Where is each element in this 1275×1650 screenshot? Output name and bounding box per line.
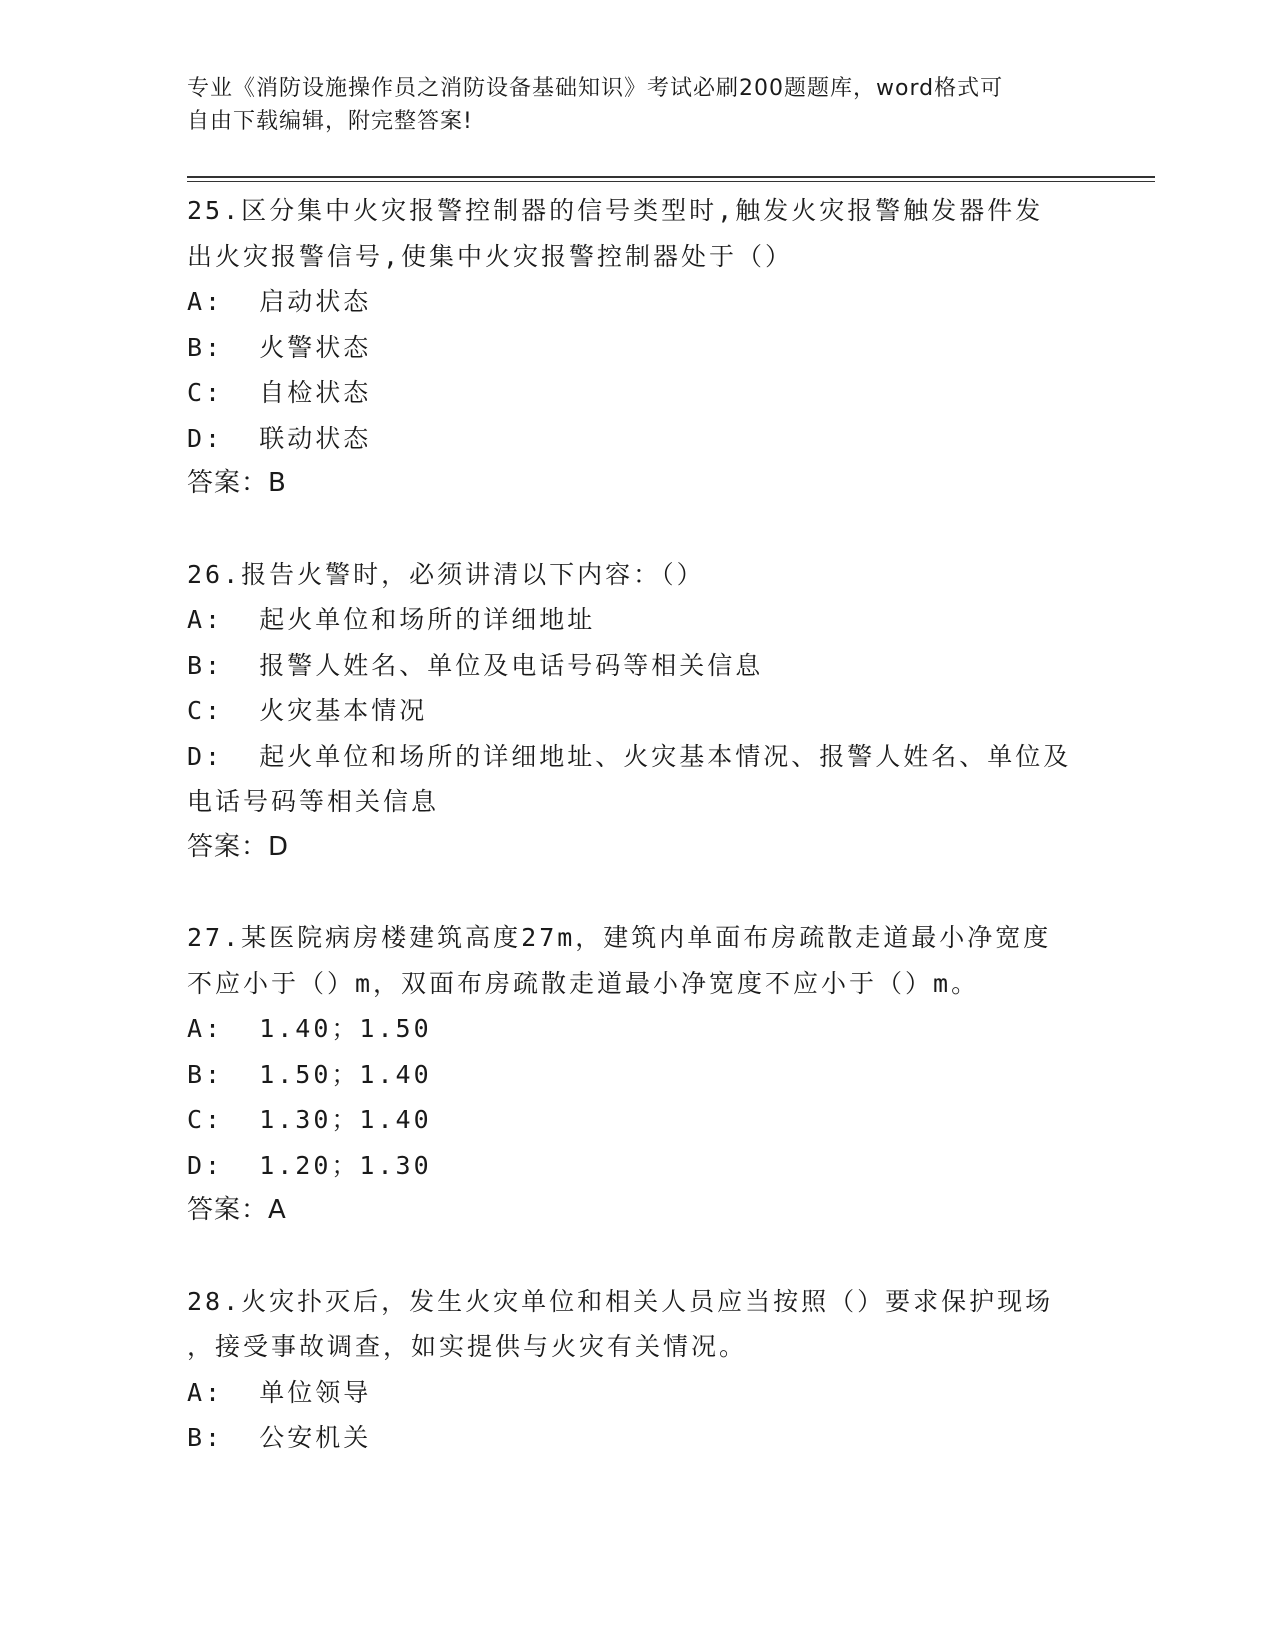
option-d: D: 联动状态 [187, 423, 372, 453]
header-line-2: 自由下载编辑，附完整答案! [187, 109, 473, 134]
answer-line: 答案：A [187, 1195, 287, 1225]
question-27 [187, 915, 1087, 1234]
option-c: C: 1.30；1.40 [187, 1105, 432, 1134]
question-stem-line: 25.区分集中火灾报警控制器的信号类型时,触发火灾报警触发器件发 [187, 196, 1044, 225]
option-c: C: 火灾基本情况 [187, 696, 428, 725]
option-d: D: 起火单位和场所的详细地址、火灾基本情况、报警人姓名、单位及 [187, 741, 1072, 771]
option-a: A: 启动状态 [187, 287, 372, 316]
option-a: A: 单位领导 [187, 1377, 372, 1407]
header-divider [187, 176, 1155, 182]
option-b: B: 1.50；1.40 [187, 1059, 432, 1089]
option-b: B: 火警状态 [187, 332, 372, 362]
answer-line: 答案：D [187, 831, 290, 862]
option-a: A: 起火单位和场所的详细地址 [187, 605, 596, 634]
question-list [187, 188, 1087, 1506]
question-stem-line: 26.报告火警时，必须讲清以下内容：（） [187, 559, 705, 589]
option-a: A: 1.40；1.50 [187, 1014, 432, 1043]
option-c: C: 自检状态 [187, 378, 372, 407]
answer-line: 答案：B [187, 468, 287, 498]
question-stem-line: 出火灾报警信号,使集中火灾报警控制器处于（） [187, 241, 794, 271]
document-header [187, 72, 1087, 138]
header-line-1: 专业《消防设施操作员之消防设备基础知识》考试必刷200题题库，word格式可 [187, 76, 1004, 101]
question-stem-line: 28.火灾扑灭后，发生火灾单位和相关人员应当按照（）要求保护现场 [187, 1286, 1054, 1316]
option-b: B: 报警人姓名、单位及电话号码等相关信息 [187, 650, 764, 680]
question-stem-line: ，接受事故调查，如实提供与火灾有关情况。 [187, 1332, 748, 1361]
question-28 [187, 1279, 1087, 1461]
option-b: B: 公安机关 [187, 1423, 372, 1452]
option-d-continued: 电话号码等相关信息 [187, 787, 440, 816]
question-26 [187, 552, 1087, 871]
option-d: D: 1.20；1.30 [187, 1150, 432, 1180]
question-25 [187, 188, 1087, 507]
question-stem-line: 27.某医院病房楼建筑高度27m，建筑内单面布房疏散走道最小净宽度 [187, 923, 1052, 952]
question-stem-line: 不应小于（）m，双面布房疏散走道最小净宽度不应小于（）m。 [187, 968, 980, 998]
